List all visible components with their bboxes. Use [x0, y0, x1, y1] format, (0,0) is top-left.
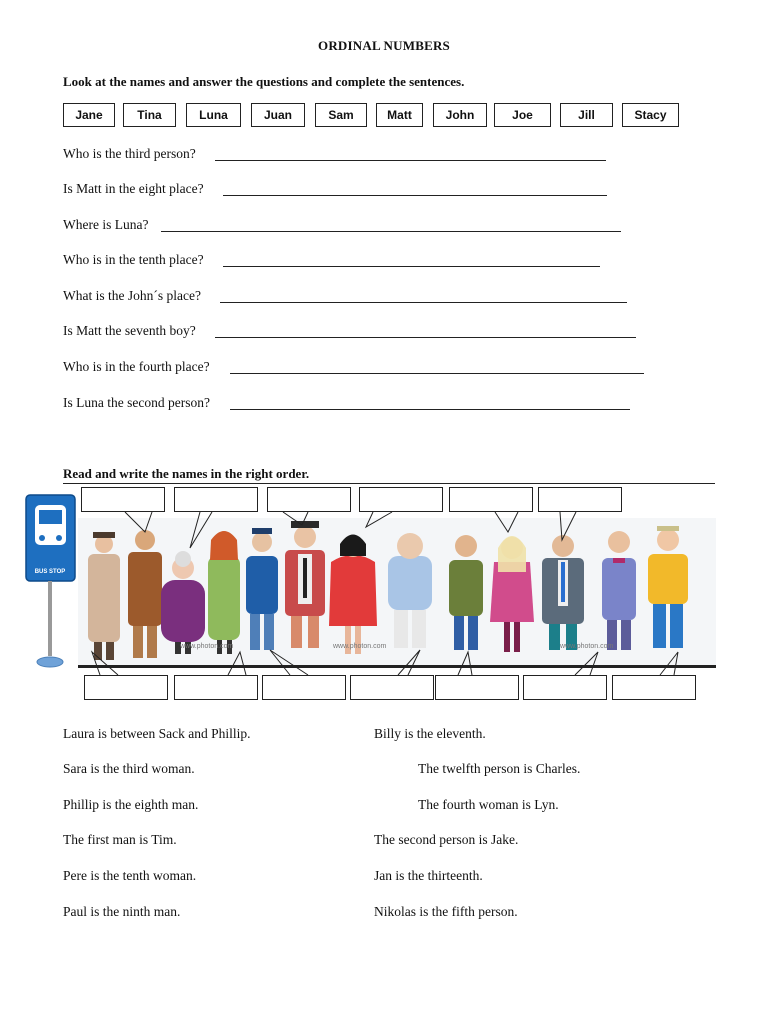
clue-left-1: Laura is between Sack and Phillip. — [63, 726, 251, 741]
label-box-bottom-1[interactable] — [84, 675, 168, 700]
label-box-bottom-4[interactable] — [350, 675, 434, 700]
label-box-top-1[interactable] — [81, 487, 165, 512]
clue-right-5: Jan is the thirteenth. — [374, 868, 483, 883]
question-5: What is the John´s place? — [63, 288, 201, 303]
person-4 — [208, 531, 240, 654]
label-box-top-4[interactable] — [359, 487, 443, 512]
ground-line — [78, 665, 716, 668]
page-title: ORDINAL NUMBERS — [318, 38, 450, 53]
name-box-john: John — [433, 103, 487, 127]
name-box-luna: Luna — [186, 103, 241, 127]
name-box-juan: Juan — [251, 103, 305, 127]
name-box-tina: Tina — [123, 103, 176, 127]
label-box-bottom-3[interactable] — [262, 675, 346, 700]
label-box-bottom-6[interactable] — [523, 675, 607, 700]
clue-right-3: The fourth woman is Lyn. — [418, 797, 559, 812]
label-box-top-5[interactable] — [449, 487, 533, 512]
clue-right-2: The twelfth person is Charles. — [418, 761, 581, 776]
instruction-order: Read and write the names in the right order. — [63, 466, 310, 481]
name-box-matt: Matt — [376, 103, 423, 127]
name-box-joe: Joe — [494, 103, 551, 127]
name-box-jill: Jill — [560, 103, 613, 127]
clue-left-5: Pere is the tenth woman. — [63, 868, 197, 883]
question-6: Is Matt the seventh boy? — [63, 323, 196, 338]
bus-stop-sign — [26, 495, 75, 667]
clue-left-2: Sara is the third woman. — [63, 761, 195, 776]
clue-right-6: Nikolas is the fifth person. — [374, 904, 518, 919]
question-8: Is Luna the second person? — [63, 395, 210, 410]
watermark-1: www.photon.com — [180, 643, 234, 650]
watermark-2: www.photon.com — [333, 643, 387, 650]
name-box-jane: Jane — [63, 103, 115, 127]
clue-left-4: The first man is Tim. — [63, 832, 177, 847]
question-3: Where is Luna? — [63, 217, 149, 232]
question-7: Who is in the fourth place? — [63, 359, 210, 374]
clue-left-3: Phillip is the eighth man. — [63, 797, 199, 812]
label-box-bottom-7[interactable] — [612, 675, 696, 700]
label-box-top-6[interactable] — [538, 487, 622, 512]
name-box-sam: Sam — [315, 103, 367, 127]
clue-right-1: Billy is the eleventh. — [374, 726, 486, 741]
instruction-names: Look at the names and answer the questions and complete the sentences. — [63, 74, 465, 89]
question-1: Who is the third person? — [63, 146, 196, 161]
clue-right-4: The second person is Jake. — [374, 832, 519, 847]
watermark-3: www.photon.com — [560, 643, 614, 650]
bus-stop-text: BUS STOP — [34, 569, 66, 575]
question-2: Is Matt in the eight place? — [63, 181, 204, 196]
clue-left-6: Paul is the ninth man. — [63, 904, 181, 919]
label-box-bottom-5[interactable] — [435, 675, 519, 700]
label-box-bottom-2[interactable] — [174, 675, 258, 700]
label-box-top-2[interactable] — [174, 487, 258, 512]
name-box-stacy: Stacy — [622, 103, 679, 127]
label-box-top-3[interactable] — [267, 487, 351, 512]
question-4: Who is in the tenth place? — [63, 252, 204, 267]
